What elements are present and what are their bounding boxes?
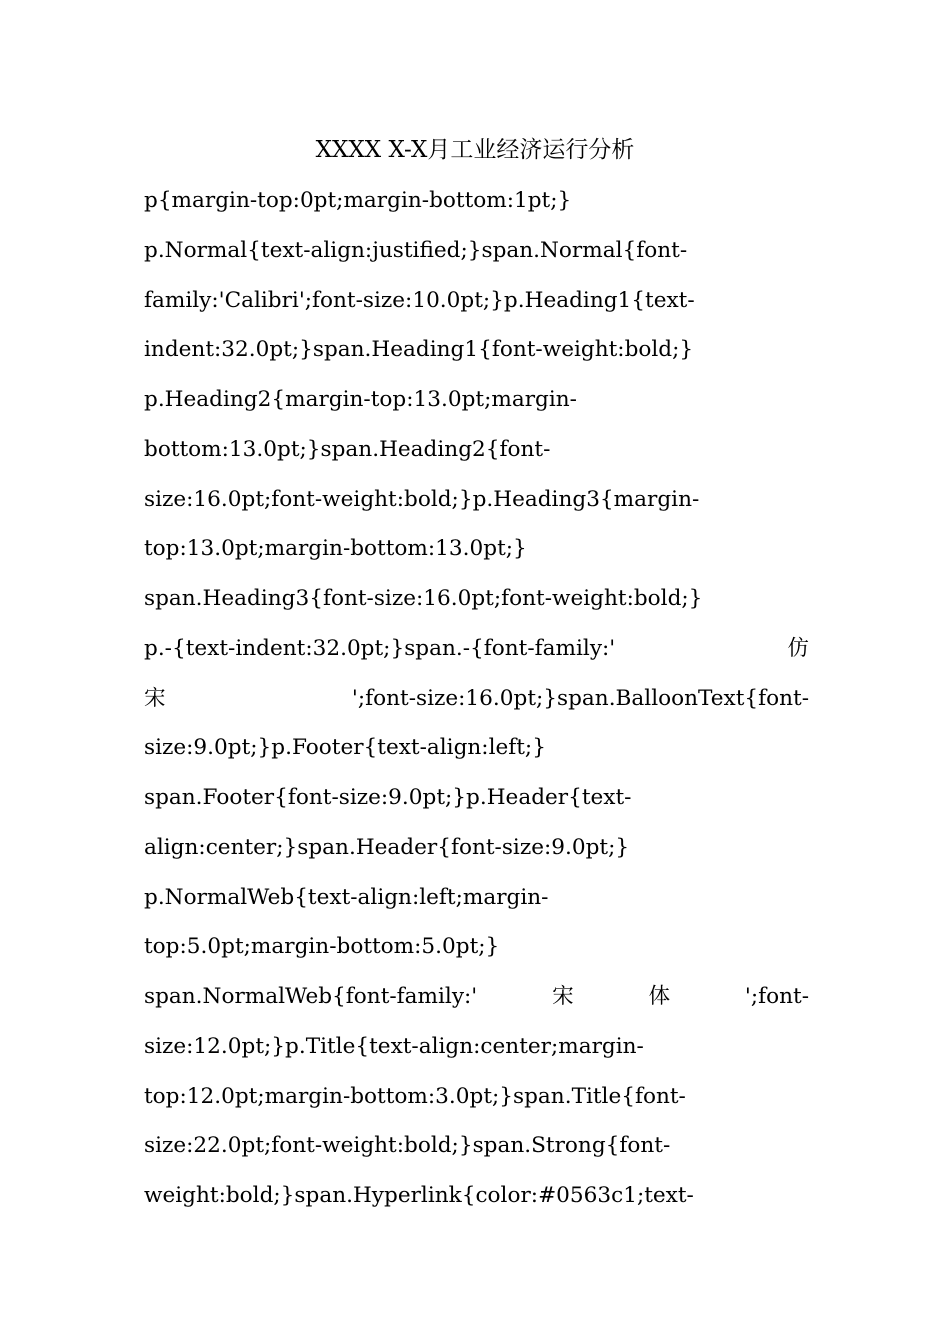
text-run: size:16.0pt;font-weight:bold;}p.Heading3{margin-: [144, 486, 700, 512]
text-run: 宋: [552, 984, 574, 1009]
document-body: [144, 176, 809, 1221]
text-run: p{margin-top:0pt;margin-bottom:1pt;}: [144, 188, 572, 213]
text-run: span.Heading3{font-size:16.0pt;font-weight:bold;}: [144, 586, 703, 611]
text-run: weight:bold;}span.Hyperlink{color:#0563c1;text-: [144, 1183, 694, 1208]
text-run: p.Heading2{margin-top:13.0pt;margin-: [144, 387, 577, 412]
body-line: [144, 823, 809, 873]
text-run: size:22.0pt;font-weight:bold;}span.Strong{font-: [144, 1133, 671, 1159]
text-run: bottom:13.0pt;}span.Heading2{font-: [144, 436, 551, 462]
body-line: [144, 1121, 809, 1171]
body-line: [144, 972, 809, 1022]
body-line: [144, 1072, 809, 1122]
text-run: 体: [648, 984, 671, 1009]
text-run: 仿: [787, 635, 809, 661]
text-run: 宋: [144, 685, 166, 711]
body-line: [144, 176, 809, 226]
body-line: [144, 873, 809, 923]
body-line: [144, 1022, 809, 1072]
text-run: align:center;}span.Header{font-size:9.0pt;}: [144, 834, 630, 860]
body-line: [144, 375, 809, 425]
text-run: top:12.0pt;margin-bottom:3.0pt;}span.Title{font-: [144, 1083, 686, 1109]
text-run: family:'Calibri';font-size:10.0pt;}p.Heading1{text-: [144, 287, 695, 313]
body-line: [144, 226, 809, 276]
body-line: [144, 674, 809, 724]
body-line: [144, 624, 809, 674]
text-run: p.Normal{text-align:justified;}span.Normal{font-: [144, 237, 688, 263]
body-line: [144, 773, 809, 823]
body-line: [144, 475, 809, 525]
text-run: span.Footer{font-size:9.0pt;}p.Header{text-: [144, 785, 632, 810]
document-title: XXXX X-X月工业经济运行分析: [315, 137, 635, 163]
text-run: p.-{text-indent:32.0pt;}span.-{font-family:': [144, 635, 616, 661]
text-run: top:13.0pt;margin-bottom:13.0pt;}: [144, 536, 527, 562]
body-line: [144, 922, 809, 972]
text-run: p.NormalWeb{text-align:left;margin-: [144, 884, 549, 910]
body-line: [144, 325, 809, 375]
body-line: [144, 276, 809, 326]
text-run: span.NormalWeb{font-family:': [144, 984, 478, 1009]
body-line: [144, 425, 809, 475]
body-line: [144, 723, 809, 773]
text-run: size:9.0pt;}p.Footer{text-align:left;}: [144, 735, 546, 761]
body-line: [144, 524, 809, 574]
body-line: [144, 1171, 809, 1221]
body-line: [144, 574, 809, 624]
text-run: top:5.0pt;margin-bottom:5.0pt;}: [144, 934, 500, 960]
text-run: ';font-size:16.0pt;}span.BalloonText{font-: [351, 685, 809, 711]
text-run: indent:32.0pt;}span.Heading1{font-weight:bold;}: [144, 337, 694, 363]
text-run: size:12.0pt;}p.Title{text-align:center;margin-: [144, 1033, 644, 1059]
text-run: ';font-: [744, 984, 809, 1009]
